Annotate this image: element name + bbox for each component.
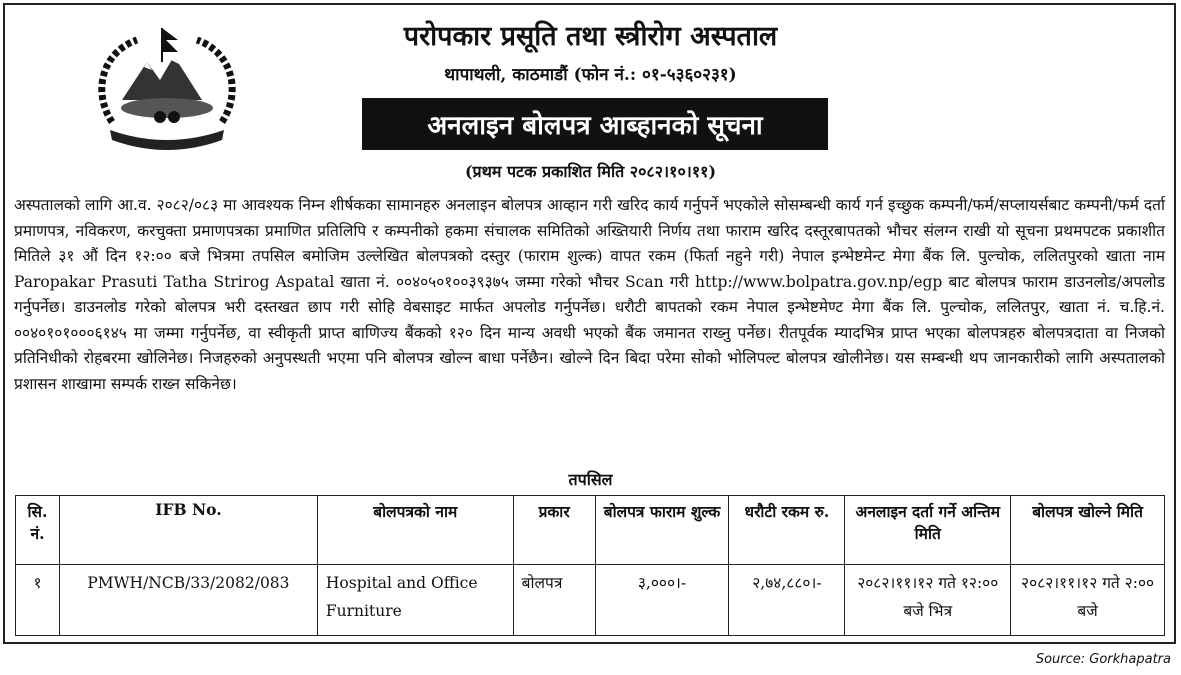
org-address: थापाथली, काठमाडौं (फोन नं.: ०१-५३६०२३१) bbox=[444, 65, 737, 85]
cell-opening-date: २०८२।११।१२ गते २:०० बजे bbox=[1011, 565, 1165, 636]
column-header-registration-deadline: अनलाइन दर्ता गर्ने अन्तिम मिति bbox=[845, 496, 1011, 565]
source-credit: Source: Gorkhapatra bbox=[1035, 652, 1171, 667]
cell-bid-name: Hospital and Office Furniture bbox=[317, 565, 513, 636]
cell-form-fee: ३,०००।- bbox=[595, 565, 729, 636]
column-header-ifb: IFB No. bbox=[59, 496, 317, 565]
cell-deposit: २,७४,८८०।- bbox=[729, 565, 845, 636]
cell-ifb: PMWH/NCB/33/2082/083 bbox=[59, 565, 317, 636]
column-header-bid-name: बोलपत्रको नाम bbox=[317, 496, 513, 565]
notice-body: अस्पतालको लागि आ.व. २०८२/०८३ मा आवश्यक निम्न शीर्षकका सामानहरु अनलाइन बोलपत्र आव्हान गरी खरिद कार्य गर्नुपर्ने भएकोले सोसम्बन्धी कार्य गर्न इच्छुक कम्पनी/फर्म/सप्लायर्सबाट कम्पनी/फर्म दर्ता प्रमाणपत्र, नविकरण, करचुक्ता प्रमाणपत्रका प्रमाणित प्रतिलिपि र कम्पनीको हकमा संचालक समितिको अख्तियारी निर्णय तथा फाराम खरिद दस्तूरबापतको भौचर संलग्न राखी यो सूचना प्रथमपटक प्रकाशीत मितिले ३१ औं दिन १२:०० बजे भित्रमा तपसिल बमोजिम उल्लेखित बोलपत्रको दस्तुर (फाराम शुल्क) वापत रकम (फिर्ता नहुने गरी) नेपाल इन्भेष्टमेन्ट मेगा बैंक लि. पुल्चोक, ललितपुरको खाता नाम Paropakar Prasuti Tatha Strirog Aspatal खाता नं. ००४०५०१००३९३७५ जम्मा गरेको भौचर Scan गरी http://www.bolpatra.gov.np/egp बाट बोलपत्र फाराम डाउनलोड/अपलोड गर्नुपर्नेछ। डाउनलोड गरेको बोलपत्र भरी दस्तखत छाप गरी सोहि वेबसाइट मार्फत अपलोड गर्नुपर्नेछ। धरौटी बापतको रकम नेपाल इन्भेष्टमेण्ट मेगा बैंक लि. पुल्चोक, ललितपुर, खाता नं. च.हि.नं. ००४०१०१०००६१४५ मा जम्मा गर्नुपर्नेछ, वा स्वीकृती प्राप्त बाणिज्य बैंकको १२० दिन मान्य अवधी भएको बैंक जमानत राख्नु पर्नेछ। रीतपूर्वक म्यादभित्र प्राप्त भएका बोलपत्रहरु बोलपत्रदाता वा निजको प्रतिनिधीको रोहबरमा खोलिनेछ। निजहरुको अनुपस्थती भएमा पनि बोलपत्र खोल्न बाधा पर्नेछैन। खोल्ने दिन बिदा परेमा सोको भोलिपल्ट बोलपत्र खोलीनेछ। यस सम्बन्धी थप जानकारीको लागि अस्पतालको प्रशासन शाखामा सम्पर्क राख्न सकिनेछ। bbox=[14, 196, 1165, 393]
cell-serial: १ bbox=[16, 565, 60, 636]
org-name: परोपकार प्रसूति तथा स्त्रीरोग अस्पताल bbox=[403, 21, 778, 52]
table-header-row bbox=[16, 496, 1165, 565]
column-header-form-fee: बोलपत्र फाराम शुल्क bbox=[595, 496, 729, 565]
cell-registration-deadline: २०८२।११।१२ गते १२:०० बजे भित्र bbox=[845, 565, 1011, 636]
column-header-opening-date: बोलपत्र खोल्ने मिति bbox=[1011, 496, 1165, 565]
schedule-caption: तपसिल bbox=[568, 470, 613, 489]
notice-title: अनलाइन बोलपत्र आब्हानको सूचना bbox=[362, 98, 828, 150]
publish-date-line: (प्रथम पटक प्रकाशित मिति २०८२।१०।११) bbox=[464, 162, 717, 181]
table-row bbox=[16, 565, 1165, 636]
cell-type: बोलपत्र bbox=[513, 565, 595, 636]
column-header-deposit: धरौटी रकम रु. bbox=[729, 496, 845, 565]
column-header-type: प्रकार bbox=[513, 496, 595, 565]
column-header-serial: सि. नं. bbox=[16, 496, 60, 565]
schedule-table bbox=[15, 495, 1165, 636]
